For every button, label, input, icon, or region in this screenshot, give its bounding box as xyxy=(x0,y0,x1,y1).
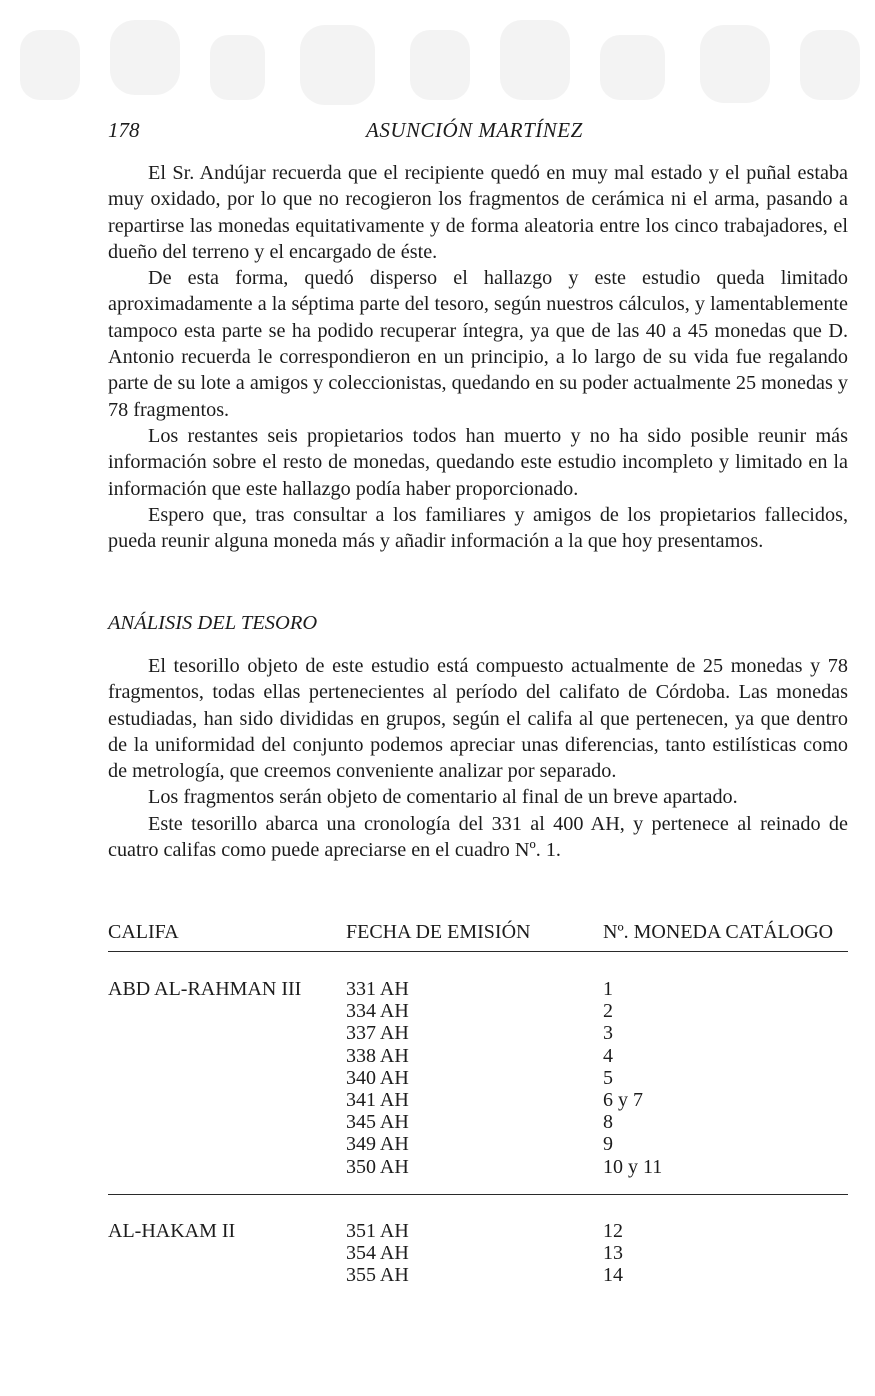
body-text-intro xyxy=(108,160,848,554)
group-rows xyxy=(346,1220,848,1287)
fecha-cell: 350 AH xyxy=(346,1155,409,1178)
table-row xyxy=(346,1133,848,1155)
coin-table xyxy=(108,921,848,1287)
group-rows xyxy=(346,978,848,1178)
califa-name: AL-HAKAM II xyxy=(108,1220,236,1242)
fecha-cell: 355 AH xyxy=(346,1264,409,1287)
fecha-cell: 331 AH xyxy=(346,978,409,1000)
fecha-cell: 341 AH xyxy=(346,1088,409,1111)
num-cell: 5 xyxy=(603,1066,613,1089)
table-row xyxy=(346,1045,848,1067)
fecha-cell: 351 AH xyxy=(346,1220,409,1242)
num-cell: 4 xyxy=(603,1044,613,1067)
section-heading: ANÁLISIS DEL TESORO xyxy=(108,612,318,634)
table-row xyxy=(346,1111,848,1133)
table-row xyxy=(346,1220,848,1242)
paragraph: Este tesorillo abarca una cronología del 331 al 400 AH, y pertenece al reinado de cuatro califas como puede apreciarse en el cuadro Nº. 1. xyxy=(108,812,848,862)
fecha-cell: 334 AH xyxy=(346,1000,409,1023)
fecha-cell: 345 AH xyxy=(346,1111,409,1134)
num-cell: 12 xyxy=(603,1220,623,1242)
table-row xyxy=(346,1022,848,1044)
paragraph: Los fragmentos serán objeto de comentario al final de un breve apartado. xyxy=(148,786,738,809)
fecha-cell: 354 AH xyxy=(346,1242,409,1265)
table-row xyxy=(346,978,848,1000)
table-row xyxy=(346,1000,848,1022)
body-text-analysis xyxy=(108,653,848,863)
fecha-cell: 340 AH xyxy=(346,1066,409,1089)
table-row xyxy=(346,1242,848,1264)
paragraph: De esta forma, quedó disperso el hallazgo y este estudio queda limitado aproximadamente a la séptima parte del tesoro, según nuestros cálculos, y lamentablemente tampoco esta parte se ha podido recuperar íntegra, ya que de las 40 a 45 monedas que D. Antonio recuerda le correspondieron en un principio, a lo largo de su vida fue regalando parte de su lote a amigos y coleccionistas, quedando en su poder actualmente 25 monedas y 78 fragmentos. xyxy=(108,267,848,421)
num-cell: 13 xyxy=(603,1242,623,1265)
fecha-cell: 337 AH xyxy=(346,1022,409,1045)
num-cell: 2 xyxy=(603,1000,613,1023)
table-header-rule xyxy=(108,951,848,952)
column-header-moneda: Nº. MONEDA CATÁLOGO xyxy=(603,921,834,943)
num-cell: 1 xyxy=(603,978,613,1000)
num-cell: 9 xyxy=(603,1133,613,1156)
califa-name: ABD AL-RAHMAN III xyxy=(108,978,302,1000)
num-cell: 14 xyxy=(603,1264,623,1287)
page-number: 178 xyxy=(108,118,140,142)
table-row xyxy=(346,1089,848,1111)
column-header-califa: CALIFA xyxy=(108,921,179,943)
fecha-cell: 338 AH xyxy=(346,1044,409,1067)
table-row xyxy=(346,1264,848,1286)
num-cell: 10 y 11 xyxy=(603,1155,663,1178)
table-header xyxy=(108,921,848,951)
num-cell: 8 xyxy=(603,1111,613,1134)
page-header xyxy=(108,118,848,148)
paragraph: Espero que, tras consultar a los familiares y amigos de los propietarios fallecidos, pueda reunir alguna moneda más y añadir información a la que hoy presentamos. xyxy=(108,503,848,553)
paragraph: El tesorillo objeto de este estudio está compuesto actualmente de 25 monedas y 78 fragmentos, todas ellas pertenecientes al período del califato de Córdoba. Las monedas estudiadas, han sido divididas en grupos, según el califa al que pertenecen, ya que dentro de la uniformidad del conjunto podemos apreciar unas diferencias, tanto estilísticas como de metrología, que creemos conveniente analizar por separado. xyxy=(108,655,848,783)
column-header-fecha: FECHA DE EMISIÓN xyxy=(346,921,531,943)
table-group-rule xyxy=(108,1194,848,1195)
paragraph: Los restantes seis propietarios todos han muerto y no ha sido posible reunir más información sobre el resto de monedas, quedando este estudio incompleto y limitado en la información que este hallazgo podía haber proporcionado. xyxy=(108,424,848,500)
running-head: ASUNCIÓN MARTÍNEZ xyxy=(366,118,583,142)
num-cell: 3 xyxy=(603,1022,613,1045)
fecha-cell: 349 AH xyxy=(346,1133,409,1156)
table-row xyxy=(346,1067,848,1089)
paragraph: El Sr. Andújar recuerda que el recipiente quedó en muy mal estado y el puñal estaba muy oxidado, por lo que no recogieron los fragmentos de cerámica ni el arma, pasando a repartirse las monedas equitativamente y de forma aleatoria entre los cinco trabajadores, el dueño del terreno y el encargado de éste. xyxy=(108,162,848,263)
table-row xyxy=(346,1156,848,1178)
num-cell: 6 y 7 xyxy=(603,1088,643,1111)
